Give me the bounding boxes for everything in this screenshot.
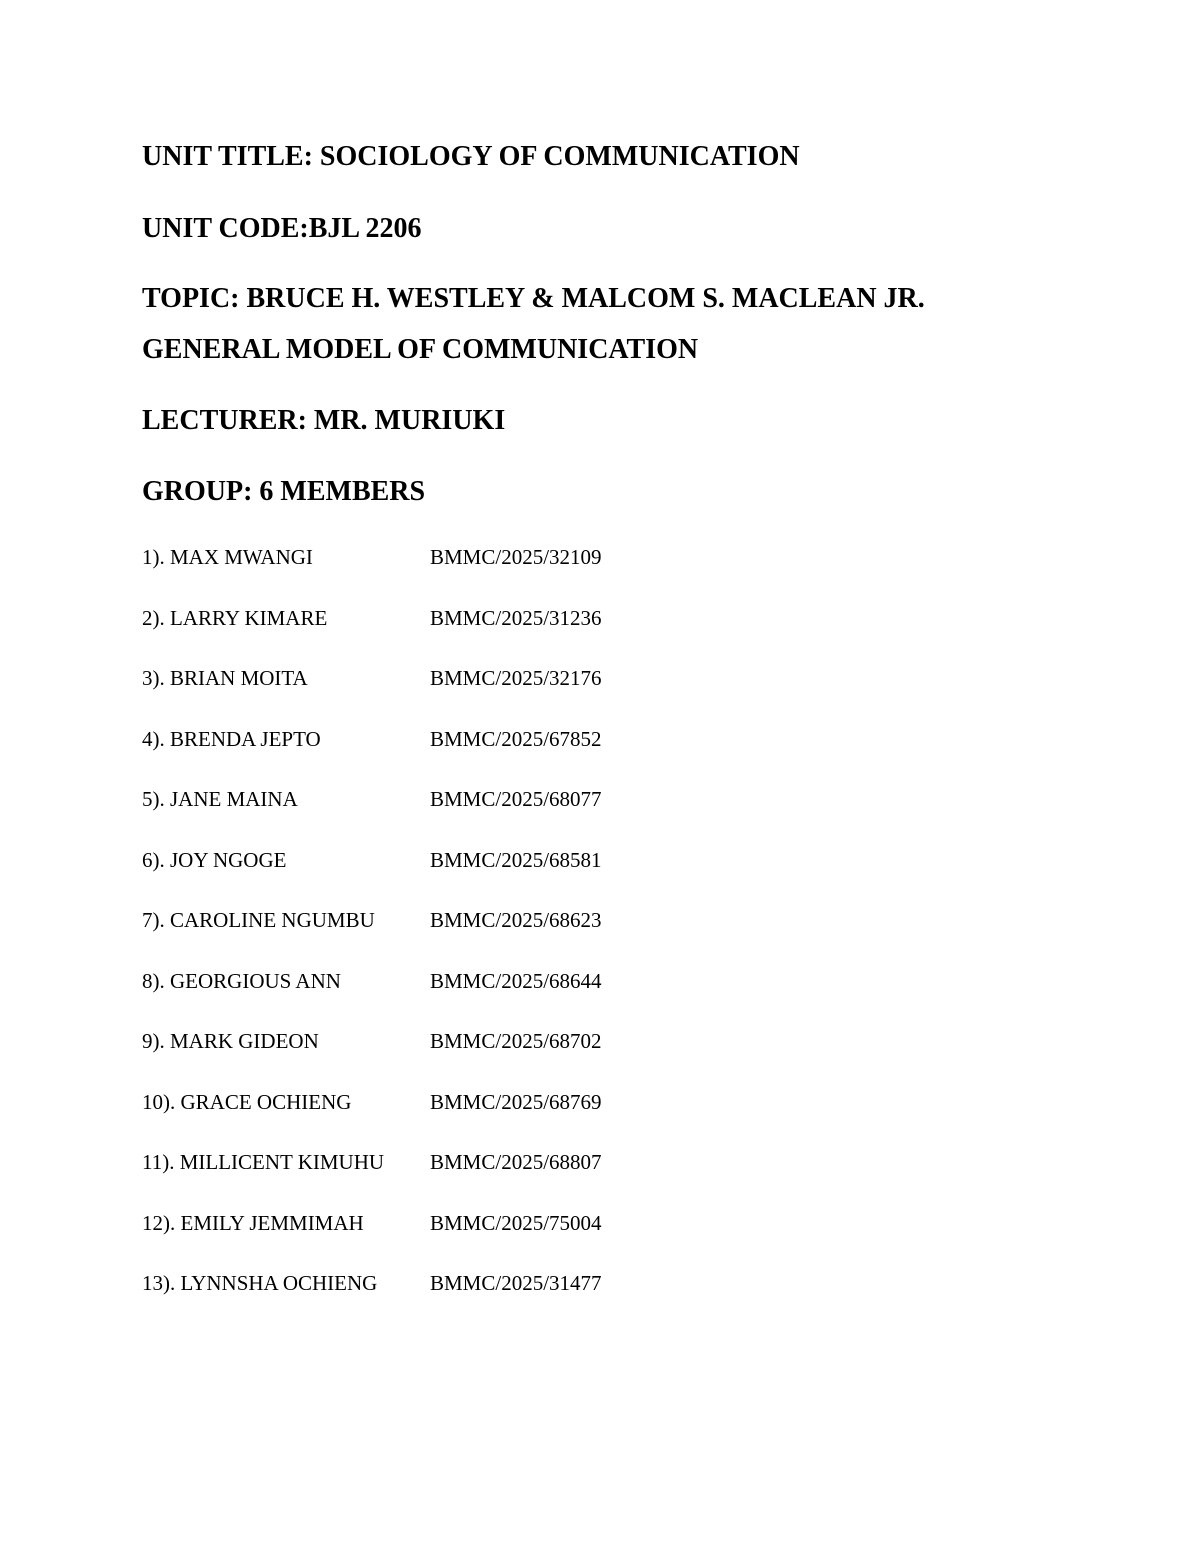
member-name: 10). GRACE OCHIENG [142,1089,352,1114]
group-heading: GROUP: 6 MEMBERS [142,476,426,507]
list-item [142,966,602,1027]
member-name: 8). GEORGIOUS ANN [142,968,341,993]
member-reg-number: BMMC/2025/67852 [430,726,602,751]
member-name: 3). BRIAN MOITA [142,666,308,690]
member-reg-number: BMMC/2025/32176 [430,666,602,690]
member-reg-number: BMMC/2025/68702 [430,1029,602,1053]
member-name: 13). LYNNSHA OCHIENG [142,1271,378,1295]
member-reg-number: BMMC/2025/32109 [430,545,602,569]
member-reg-number: BMMC/2025/68623 [430,908,602,932]
member-reg-number: BMMC/2025/68769 [430,1089,602,1114]
list-item [142,603,602,664]
list-item [142,663,602,724]
lecturer: LECTURER: MR. MURIUKI [142,405,506,436]
list-item [142,845,602,906]
member-name: 7). CAROLINE NGUMBU [142,908,375,932]
list-item [142,1268,602,1329]
list-item [142,1087,602,1148]
list-item [142,1026,602,1087]
member-list [142,542,602,1329]
topic-line-1: TOPIC: BRUCE H. WESTLEY & MALCOM S. MACLEAN JR. [142,283,925,314]
member-reg-number: BMMC/2025/68807 [430,1150,602,1174]
list-item [142,784,602,845]
unit-code: UNIT CODE:BJL 2206 [142,213,422,244]
list-item [142,1208,602,1269]
member-name: 12). EMILY JEMMIMAH [142,1210,364,1235]
member-name: 9). MARK GIDEON [142,1029,319,1053]
list-item [142,542,602,603]
member-reg-number: BMMC/2025/68581 [430,847,602,872]
topic-line-2: GENERAL MODEL OF COMMUNICATION [142,334,699,365]
member-reg-number: BMMC/2025/68077 [430,787,602,811]
member-name: 2). LARRY KIMARE [142,605,328,630]
member-reg-number: BMMC/2025/68644 [430,968,602,993]
member-reg-number: BMMC/2025/31477 [430,1271,602,1295]
list-item [142,1147,602,1208]
member-reg-number: BMMC/2025/75004 [430,1210,602,1235]
member-name: 5). JANE MAINA [142,787,298,811]
member-name: 11). MILLICENT KIMUHU [142,1150,385,1174]
member-name: 6). JOY NGOGE [142,847,287,872]
member-name: 1). MAX MWANGI [142,545,313,569]
unit-title: UNIT TITLE: SOCIOLOGY OF COMMUNICATION [142,141,800,172]
list-item [142,724,602,785]
list-item [142,905,602,966]
member-reg-number: BMMC/2025/31236 [430,605,602,630]
member-name: 4). BRENDA JEPTO [142,726,321,751]
